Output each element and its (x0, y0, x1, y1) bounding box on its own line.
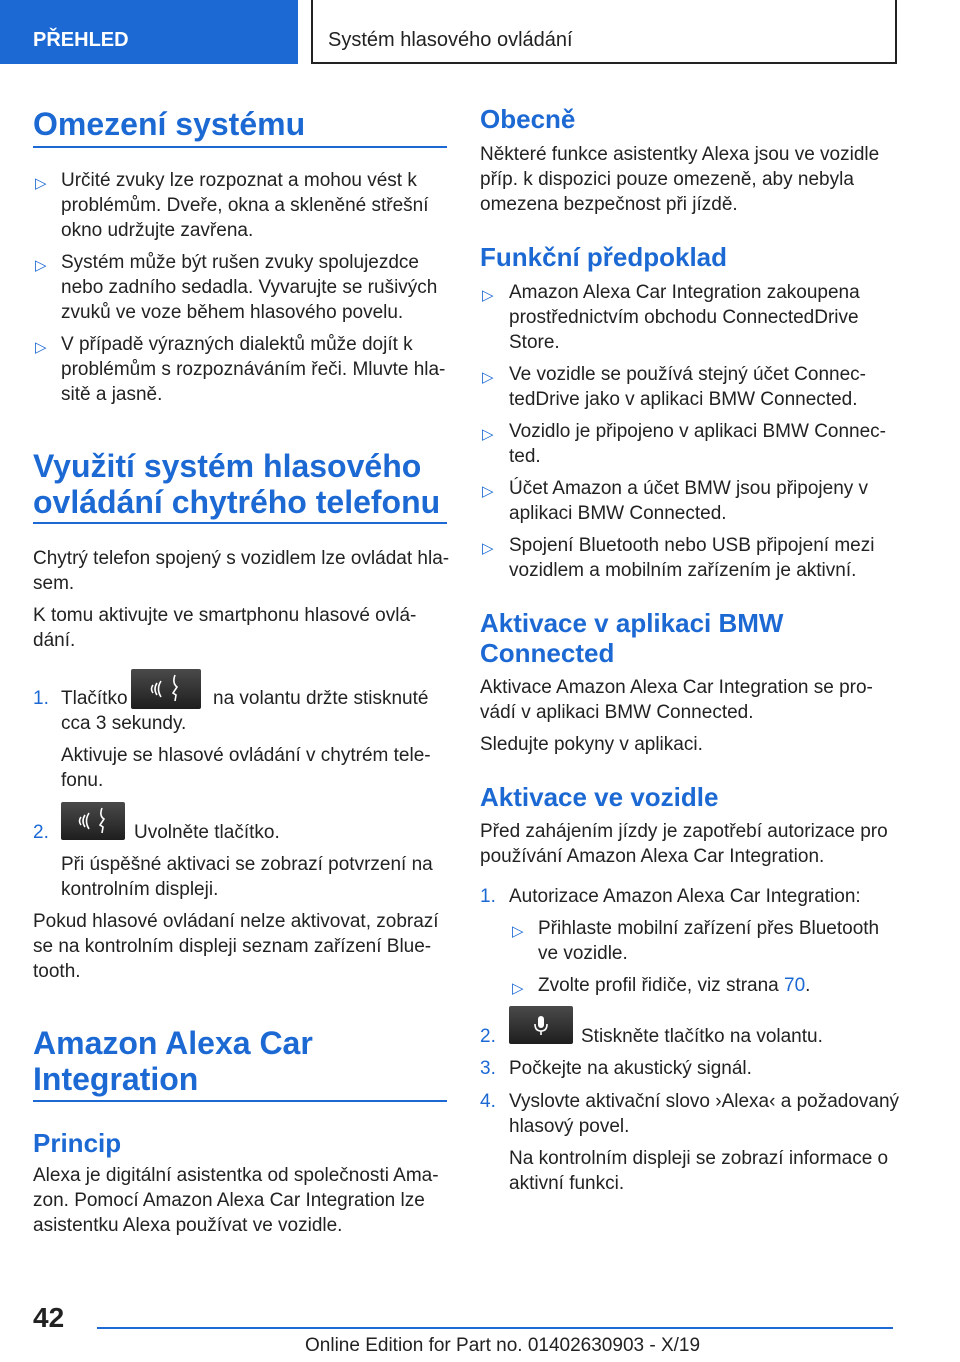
bullet-icon: ▷ (35, 339, 47, 356)
heading-aktivace-voz: Aktivace ve vozidle (480, 782, 719, 812)
bullet-icon: ▷ (482, 540, 494, 557)
step-number: 2. (480, 1026, 496, 1047)
chapter-header (311, 0, 897, 64)
step-number: 4. (480, 1091, 496, 1112)
page-link[interactable]: 70 (784, 975, 806, 996)
step-result: Na kontrolním displeji se zobrazí informace o aktivní funkci. (509, 1148, 889, 1194)
paragraph: Před zahájením jízdy je zapotřebí autorizace pro používání Amazon Alexa Car Integration. (480, 821, 888, 867)
list-item: Vozidlo je připojeno v aplikaci BMW Connec- ted. (509, 421, 887, 467)
step-text: Uvolněte tlačítko. (134, 822, 280, 843)
list-item: Zvolte profil řidiče, viz strana 70. (538, 975, 811, 996)
paragraph: Chytrý telefon spojený s vozidlem lze ovládat hla- sem. (33, 548, 450, 594)
heading-rule (33, 522, 447, 524)
heading-princip: Princip (33, 1128, 122, 1158)
list-item: Určité zvuky lze rozpoznat a mohou vést k problémům. Dveře, okna a skleněné střešní okno udržujte zavřena. (61, 170, 429, 241)
list-item: Účet Amazon a účet BMW jsou připojeny v aplikaci BMW Connected. (509, 478, 869, 524)
heading-predpoklad: Funkční předpoklad (480, 242, 728, 272)
step-number: 1. (480, 886, 496, 907)
bullet-icon: ▷ (482, 369, 494, 386)
step-text: Vyslovte aktivační slovo ›Alexa‹ a požadovaný hlasový povel. (509, 1091, 900, 1137)
list-item: Přihlaste mobilní zařízení přes Bluetooth ve vozidle. (538, 918, 880, 964)
step-text: cca 3 sekundy. (61, 713, 187, 734)
bullet-icon: ▷ (35, 257, 47, 274)
heading-omezeni: Omezení systému (33, 106, 306, 142)
bullet-icon: ▷ (512, 980, 524, 997)
bullet-icon: ▷ (482, 426, 494, 443)
paragraph: Některé funkce asistentky Alexa jsou ve vozidle příp. k dispozici pouze omezeně, aby nebyla omezena bezpečnost při jízdě. (480, 144, 880, 215)
list-item: Spojení Bluetooth nebo USB připojení mezi vozidlem a mobilním zařízením je aktivní. (509, 535, 875, 581)
list-item: Systém může být rušen zvuky spolujezdce nebo zadního sedadla. Vyvarujte se rušivých zvuků ve voze během hlasového povelu. (61, 252, 438, 323)
paragraph: Aktivace Amazon Alexa Car Integration se pro- vádí v aplikaci BMW Connected. (480, 677, 873, 723)
heading-aktivace-app: Aktivace v aplikaci BMW Connected (480, 608, 784, 668)
edition-note: Online Edition for Part no. 01402630903 - X/19 (305, 1335, 701, 1356)
step-text: na volantu držte stisknuté (213, 688, 429, 709)
step-number: 2. (33, 822, 49, 843)
paragraph: Alexa je digitální asistentka od společnosti Ama- zon. Pomocí Amazon Alexa Car Integration lze asistentku Alexa používat ve vozidle. (33, 1165, 439, 1236)
page-number: 42 (33, 1302, 65, 1333)
list-item: Amazon Alexa Car Integration zakoupena prostřednictvím obchodu ConnectedDrive Store. (509, 282, 860, 353)
bullet-icon: ▷ (482, 287, 494, 304)
paragraph: K tomu aktivujte ve smartphonu hlasové ovlá- dání. (33, 605, 417, 651)
step-number: 1. (33, 688, 49, 709)
list-item: V případě výrazných dialektů může dojít k problémům s rozpoznáváním řeči. Mluvte hla- sitě a jasně. (61, 334, 446, 405)
paragraph: Sledujte pokyny v aplikaci. (480, 734, 703, 755)
step-text: Tlačítko (61, 688, 128, 709)
footer-rule (97, 1327, 893, 1329)
chapter-title: Systém hlasového ovládání (328, 29, 573, 51)
step-text: Počkejte na akustický signál. (509, 1058, 752, 1079)
section-title: PŘEHLED (33, 29, 129, 51)
bullet-icon: ▷ (512, 923, 524, 940)
voice-command-button-icon (61, 802, 125, 840)
microphone-button-icon (509, 1006, 573, 1044)
bullet-icon: ▷ (35, 175, 47, 192)
section-tab (0, 0, 298, 64)
step-text: Autorizace Amazon Alexa Car Integration: (509, 886, 861, 907)
paragraph: Pokud hlasové ovládaní nelze aktivovat, zobrazí se na kontrolním displeji seznam zařízení Blue- tooth. (33, 911, 439, 982)
heading-alexa: Amazon Alexa Car Integration (33, 1025, 313, 1097)
heading-rule (33, 146, 447, 148)
heading-vyuziti: Využití systém hlasového ovládání chytrého telefonu (33, 448, 441, 520)
bullet-icon: ▷ (482, 483, 494, 500)
voice-command-button-icon (131, 669, 201, 709)
heading-obecne: Obecně (480, 104, 576, 134)
list-item: Ve vozidle se používá stejný účet Connec- tedDrive jako v aplikaci BMW Connected. (509, 364, 866, 410)
step-result: Aktivuje se hlasové ovládání v chytrém tele- fonu. (61, 745, 431, 791)
step-text: Stiskněte tlačítko na volantu. (581, 1026, 823, 1047)
heading-rule (33, 1100, 447, 1102)
step-result: Při úspěšné aktivaci se zobrazí potvrzení na kontrolním displeji. (61, 854, 433, 900)
step-number: 3. (480, 1058, 496, 1079)
